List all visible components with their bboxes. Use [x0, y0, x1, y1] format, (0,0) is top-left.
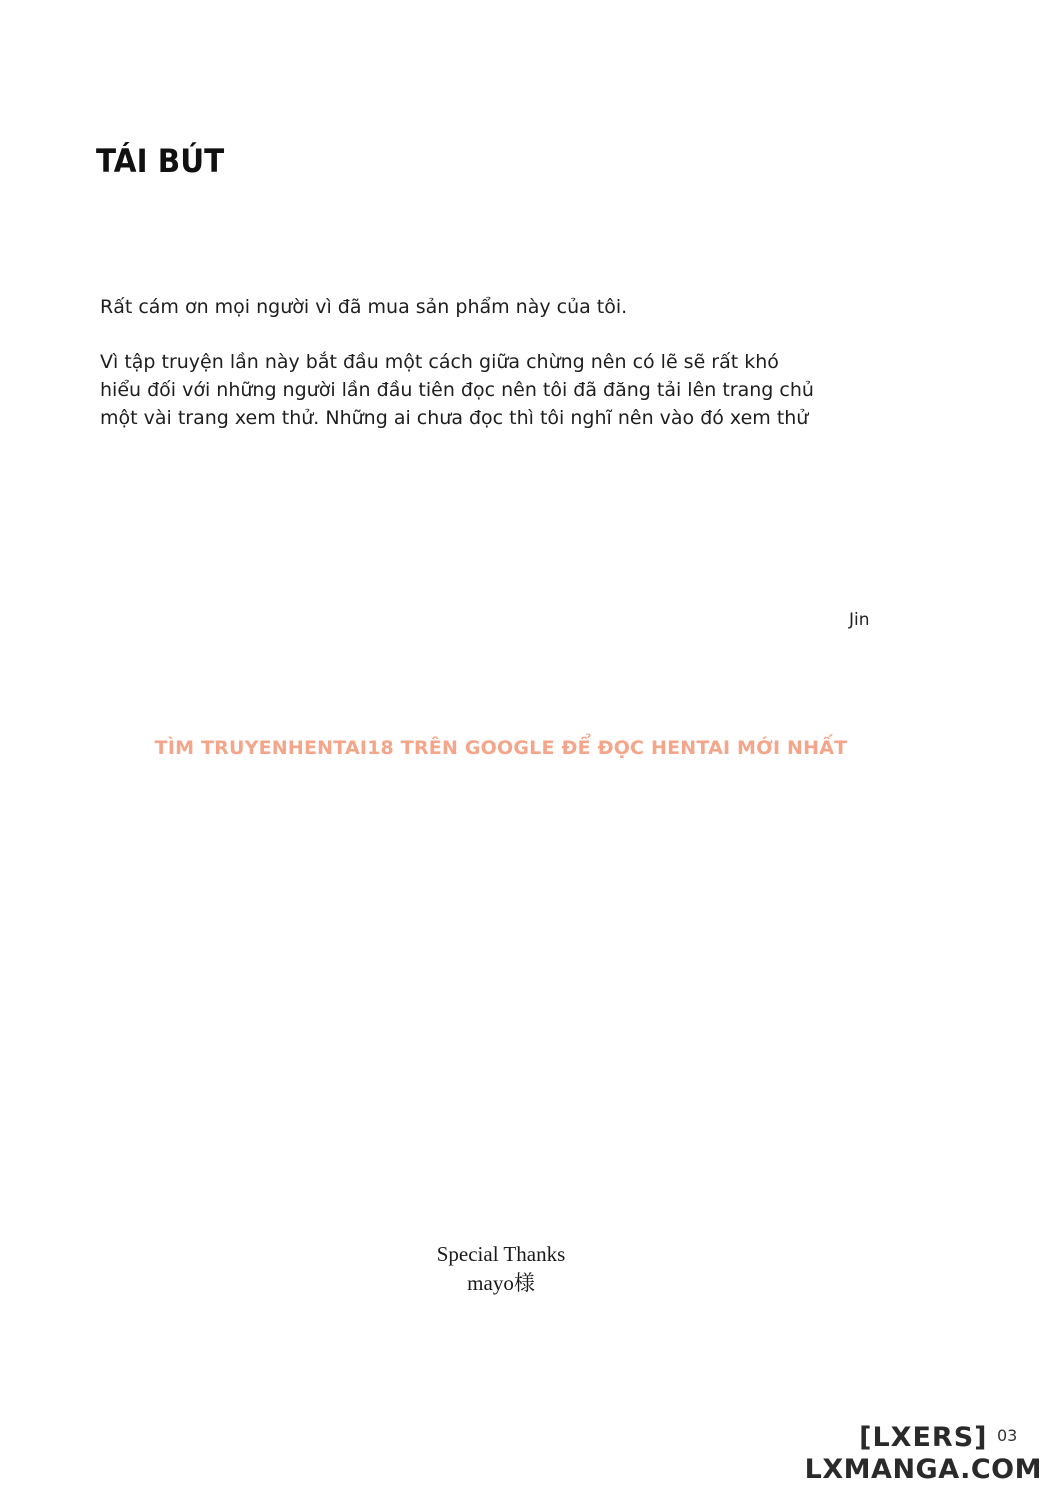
- paragraph-thanks: Rất cám ơn mọi người vì đã mua sản phẩm này của tôi.: [100, 296, 628, 318]
- paragraph-line: một vài trang xem thử. Những ai chưa đọc thì tôi nghĩ nên vào đó xem thử: [100, 407, 809, 429]
- page-title: TÁI BÚT: [96, 142, 225, 180]
- paragraph-line: Vì tập truyện lần này bắt đầu một cách giữa chừng nên có lẽ sẽ rất khó: [100, 351, 779, 373]
- special-thanks-name: mayo様: [467, 1271, 535, 1295]
- page-number: 03: [997, 1426, 1018, 1445]
- watermark-site: LXMANGA.COM: [804, 1454, 1042, 1485]
- watermark-group: [LXERS]: [859, 1422, 988, 1453]
- special-thanks: [0, 1240, 1002, 1298]
- promo-text: TÌM TRUYENHENTAI18 TRÊN GOOGLE ĐỂ ĐỌC HENTAI MỚI NHẤT: [154, 737, 848, 759]
- author-signature: Jin: [849, 610, 870, 630]
- paragraph-explanation: [100, 348, 814, 432]
- paragraph-line: hiểu đối với những người lần đầu tiên đọc nên tôi đã đăng tải lên trang chủ: [100, 379, 814, 401]
- special-thanks-heading: Special Thanks: [436, 1242, 566, 1266]
- promo-banner: [0, 737, 1056, 759]
